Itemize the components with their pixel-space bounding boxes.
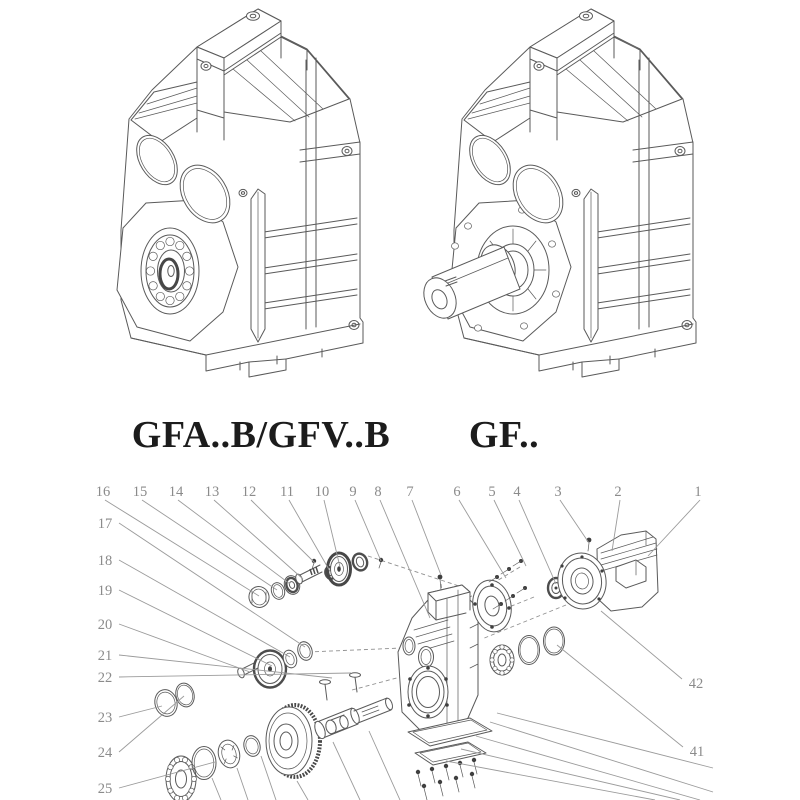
leader-line-offscreen-9: [461, 749, 680, 800]
leader-line-20: [119, 624, 250, 672]
callout-number-21: 21: [97, 648, 113, 664]
leader-line-offscreen-5: [333, 742, 360, 800]
gearbox-right-drawing: [418, 9, 696, 377]
callout-number-13: 13: [204, 484, 220, 500]
callout-number-3: 3: [554, 484, 562, 500]
leader-line-offscreen-8: [476, 736, 700, 800]
leader-line-offscreen-2: [237, 768, 248, 800]
leader-line-42: [601, 611, 682, 679]
callout-number-5: 5: [488, 484, 496, 500]
callout-number-7: 7: [406, 484, 414, 500]
callout-number-14: 14: [168, 484, 184, 500]
exploded-parts-diagram: [96, 484, 713, 800]
leader-line-18: [119, 560, 290, 657]
callout-number-16: 16: [95, 484, 111, 500]
leader-line-13: [214, 500, 303, 579]
leader-line-9: [355, 500, 381, 561]
leader-line-19: [119, 590, 272, 666]
callout-number-17: 17: [97, 516, 113, 532]
hollow-shaft-bearing: [141, 228, 199, 314]
callout-number-6: 6: [453, 484, 461, 500]
callout-number-10: 10: [314, 484, 330, 500]
leader-line-offscreen-1: [212, 778, 221, 800]
callout-number-22: 22: [97, 670, 113, 686]
input-shaft-parts: [246, 552, 383, 610]
callout-number-42: 42: [688, 676, 704, 692]
caption-left-model: GFA..B/GFV..B: [131, 414, 391, 456]
cover-bolts: [416, 758, 477, 800]
leader-line-3: [560, 500, 589, 543]
callout-number-1: 1: [694, 484, 702, 500]
caption-right-model: GF..: [468, 414, 540, 456]
callout-number-12: 12: [241, 484, 257, 500]
callout-number-41: 41: [689, 744, 705, 760]
leader-line-16: [105, 500, 259, 596]
leader-line-23: [119, 706, 162, 717]
leader-line-15: [142, 500, 277, 590]
callout-number-20: 20: [97, 617, 113, 633]
leader-line-24: [119, 696, 184, 752]
output-shaft-parts: [152, 681, 394, 800]
leader-line-41: [557, 645, 683, 747]
leader-line-6: [459, 500, 506, 578]
callout-number-11: 11: [280, 484, 294, 500]
gearbox-left-drawing: [117, 9, 363, 377]
motor-assembly: [554, 531, 658, 612]
callout-number-2: 2: [614, 484, 622, 500]
leader-line-7: [412, 500, 441, 575]
leader-line-offscreen-10: [446, 761, 655, 800]
leader-line-1: [648, 500, 700, 556]
leader-line-21: [119, 655, 332, 678]
leader-line-offscreen-4: [297, 781, 308, 800]
callout-number-19: 19: [97, 583, 113, 599]
callout-number-8: 8: [374, 484, 382, 500]
callout-number-9: 9: [349, 484, 357, 500]
leader-line-12: [251, 500, 315, 563]
callout-number-18: 18: [97, 553, 113, 569]
leader-line-11: [289, 500, 331, 573]
leader-line-14: [178, 500, 290, 584]
leader-line-4: [519, 500, 556, 584]
callout-number-24: 24: [97, 745, 113, 761]
leader-line-8: [380, 500, 430, 618]
leader-line-offscreen-6: [369, 731, 400, 800]
callout-number-25: 25: [97, 781, 113, 797]
callout-number-4: 4: [513, 484, 521, 500]
callout-number-15: 15: [132, 484, 148, 500]
callout-number-23: 23: [97, 710, 113, 726]
leader-line-offscreen-11: [497, 713, 713, 768]
leader-line-5: [494, 500, 526, 566]
gear-housing: [398, 585, 478, 734]
